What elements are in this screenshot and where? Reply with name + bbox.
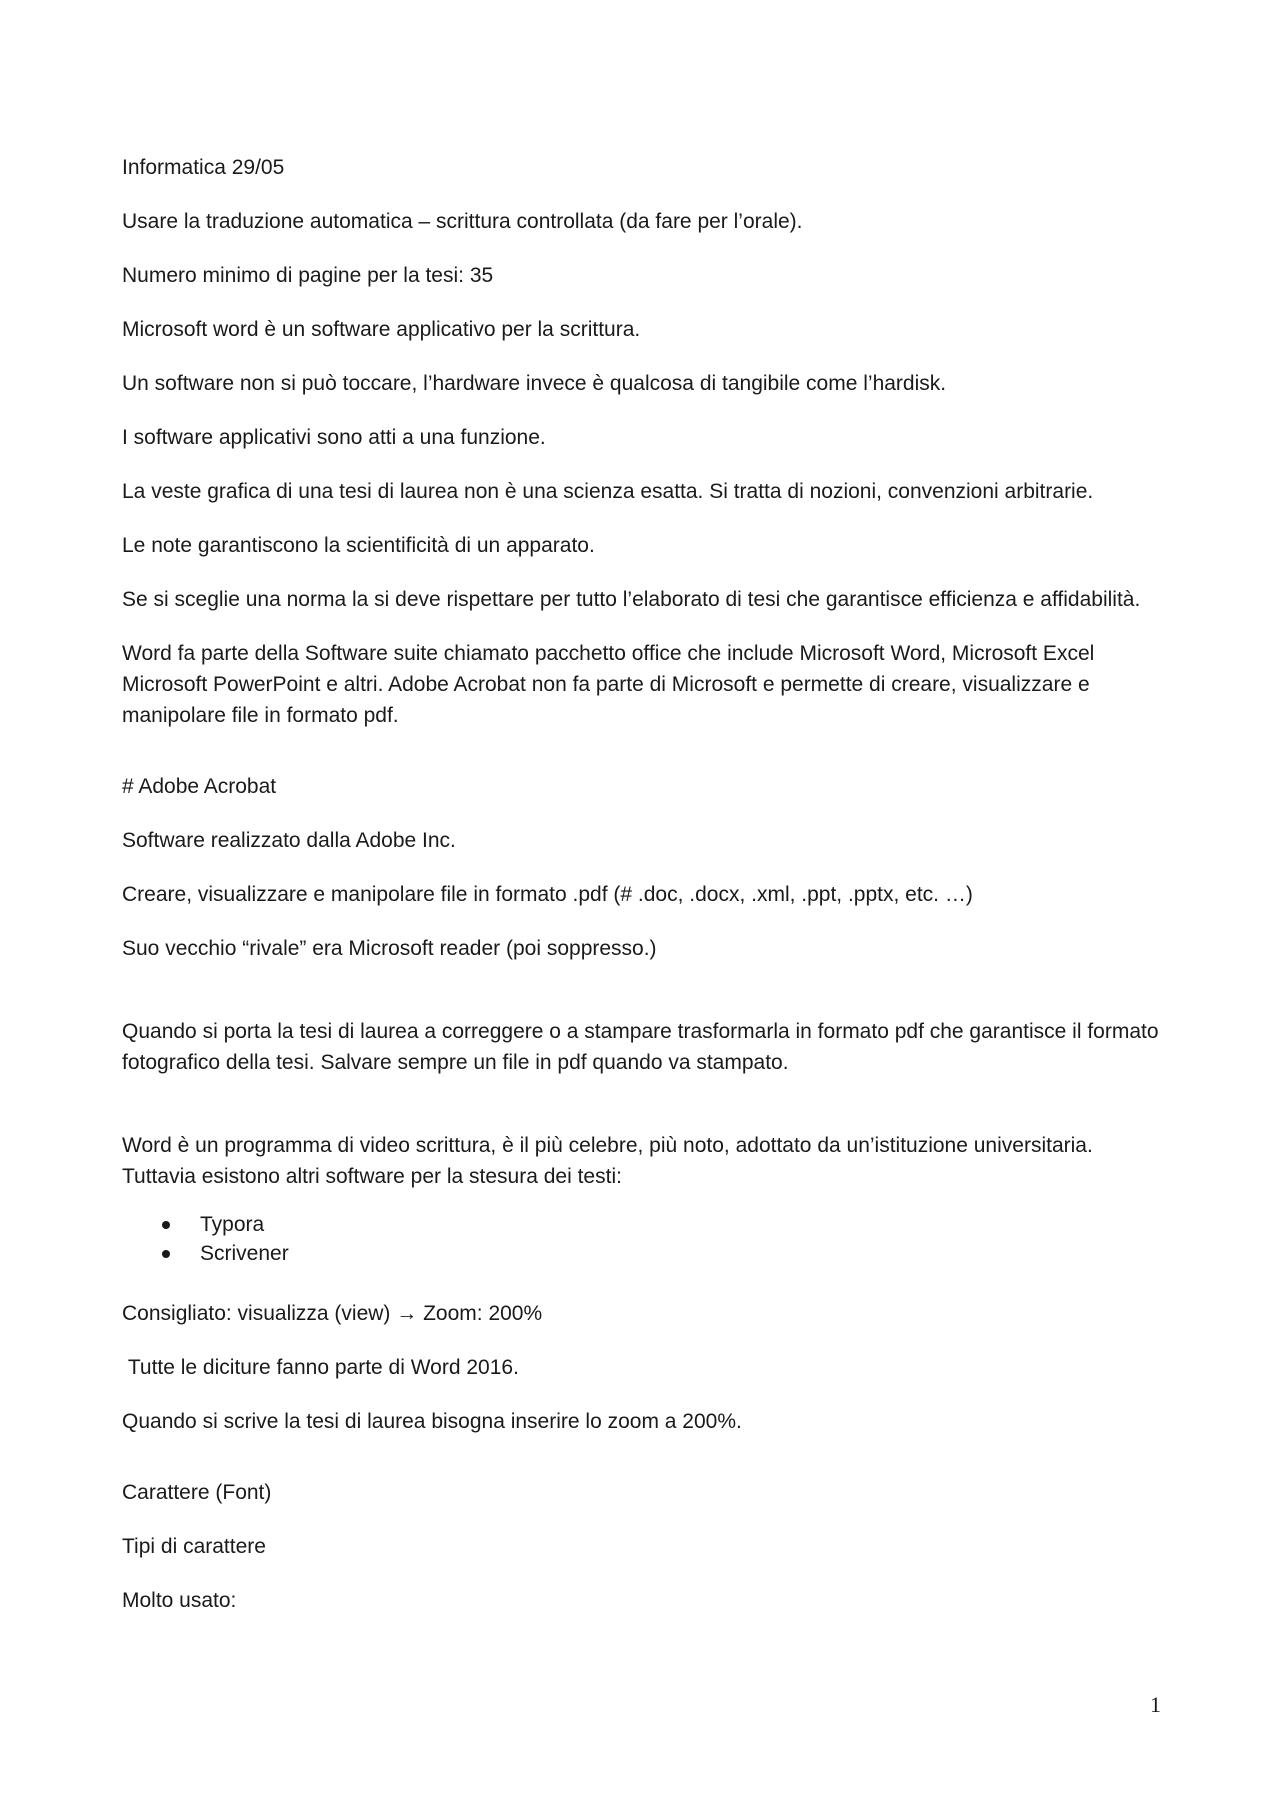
paragraph-tipi-carattere: Tipi di carattere [122,1535,266,1558]
bullet-icon [162,1221,170,1229]
paragraph-pagine-minime: Numero minimo di pagine per la tesi: 35 [122,264,494,287]
paragraph-adobe-inc: Software realizzato dalla Adobe Inc. [122,829,456,852]
list-item [122,1239,1162,1268]
paragraph-veste-grafica: La veste grafica di una tesi di laurea non è una scienza esatta. Si tratta di nozioni, convenzioni arbitrarie. [122,480,1094,503]
doc-title: Informatica 29/05 [122,156,285,179]
paragraph-pacchetto-office: Word fa parte della Software suite chiamato pacchetto office che include Microsoft Word, Microsoft Excel Microsoft PowerPoint e altri. Adobe Acrobat non fa parte di Microsoft e permette di creare, visualizzare e manipolare file in formato pdf. [122,642,1101,727]
list-item [122,1210,1162,1239]
paragraph-formati: Creare, visualizzare e manipolare file in formato .pdf (# .doc, .docx, .xml, .ppt, .pptx, etc. …) [122,883,973,906]
heading-adobe-acrobat: # Adobe Acrobat [122,775,277,798]
list-item-label: Scrivener [200,1242,289,1265]
paragraph-video-scrittura: Word è un programma di video scrittura, è il più celebre, più noto, adottato da un’istituzione universitaria. Tuttavia esistono altri software per la stesura dei testi: [122,1134,1099,1188]
heading-carattere: Carattere (Font) [122,1481,272,1504]
paragraph-molto-usato: Molto usato: [122,1589,237,1612]
list-item-label: Typora [200,1213,265,1236]
paragraph-microsoft-word: Microsoft word è un software applicativo per la scrittura. [122,318,641,341]
paragraph-traduzione: Usare la traduzione automatica – scrittura controllata (da fare per l’orale). [122,210,803,233]
paragraph-word-2016: Tutte le diciture fanno parte di Word 2016. [122,1356,519,1379]
software-list [122,1210,1162,1268]
paragraph-note: Le note garantiscono la scientificità di un apparato. [122,534,595,557]
paragraph-norma: Se si sceglie una norma la si deve rispettare per tutto l’elaborato di tesi che garantisce efficienza e affidabilità. [122,588,1141,611]
paragraph-software-hardware: Un software non si può toccare, l’hardware invece è qualcosa di tangibile come l’hardisk. [122,372,947,395]
paragraph-zoom-tesi: Quando si scrive la tesi di laurea bisogna inserire lo zoom a 200%. [122,1410,742,1433]
page-number: 1 [1150,1692,1161,1717]
paragraph-pdf-tesi: Quando si porta la tesi di laurea a correggere o a stampare trasformarla in formato pdf che garantisce il formato fotografico della tesi. Salvare sempre un file in pdf quando va stampato. [122,1020,1165,1074]
paragraph-rivale: Suo vecchio “rivale” era Microsoft reader (poi soppresso.) [122,937,657,960]
paragraph-software-applicativi: I software applicativi sono atti a una funzione. [122,426,546,449]
bullet-icon [162,1250,170,1258]
paragraph-zoom-consigliato: Consigliato: visualizza (view) → Zoom: 200% [122,1302,543,1325]
document-body [122,152,1165,1639]
